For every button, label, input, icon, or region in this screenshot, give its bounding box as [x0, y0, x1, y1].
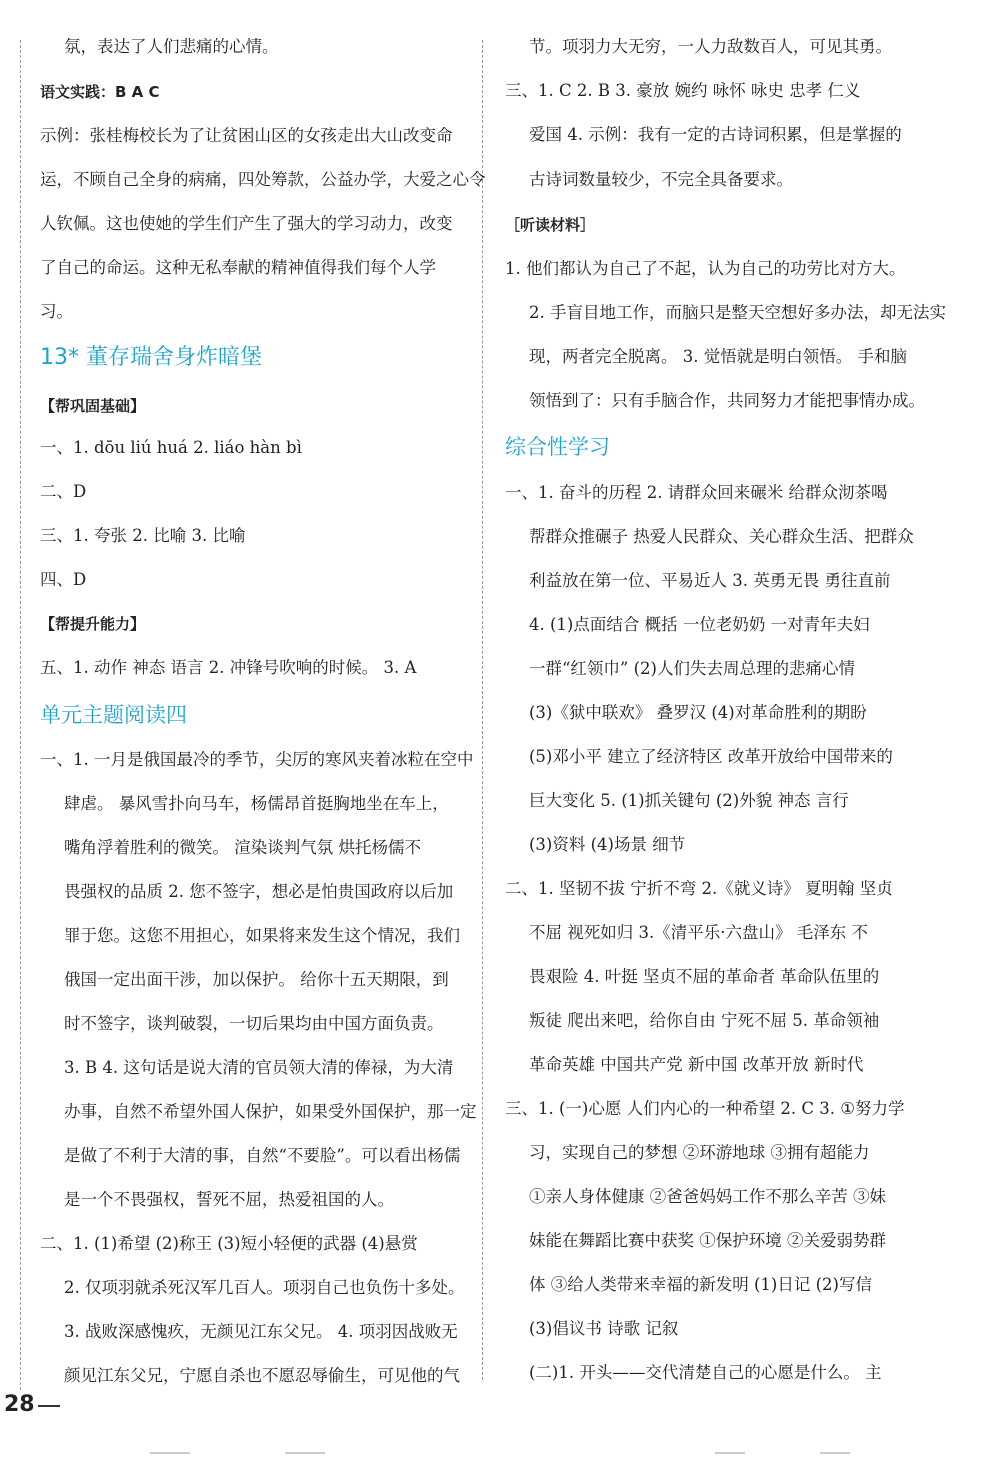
section-heading: 13* 董存瑞舍身炸暗堡: [40, 345, 262, 370]
text-line: 二、1. 坚韧不拔 宁折不弯 2.《就义诗》 夏明翰 坚贞: [505, 879, 893, 898]
text-line: 四、D: [40, 570, 87, 589]
text-line: 一群“红领巾” (2)人们失去周总理的悲痛心情: [529, 659, 855, 678]
page-number-dash: [38, 1405, 60, 1407]
text-line: (3)资料 (4)场景 细节: [529, 835, 686, 854]
text-line: 是做了不利于大清的事，自然“不要脸”。可以看出杨儒: [64, 1146, 461, 1165]
text-line: 五、1. 动作 神态 语言 2. 冲锋号吹响的时候。 3. A: [40, 658, 417, 677]
text-line: 2. 手盲目地工作，而脑只是整天空想好多办法，却无法实: [529, 303, 946, 322]
text-line: 办事，自然不希望外国人保护，如果受外国保护，那一定: [64, 1102, 477, 1121]
text-line: (二)1. 开头——交代清楚自己的心愿是什么。 主: [529, 1363, 882, 1382]
text-line: 3. B 4. 这句话是说大清的官员领大清的俸禄，为大清: [64, 1058, 454, 1077]
section-heading: 综合性学习: [505, 435, 610, 459]
scan-artifact: [715, 1452, 745, 1454]
text-line: (3)《狱中联欢》 叠罗汉 (4)对革命胜利的期盼: [529, 703, 867, 722]
text-line: (5)邓小平 建立了经济特区 改革开放给中国带来的: [529, 747, 893, 766]
text-line: 一、1. 奋斗的历程 2. 请群众回来碾米 给群众沏茶喝: [505, 483, 888, 502]
text-line: 帮群众推碾子 热爱人民群众、关心群众生活、把群众: [529, 527, 914, 546]
subsection-label: 【帮巩固基础】: [40, 397, 146, 415]
text-line: (3)倡议书 诗歌 记叙: [529, 1319, 679, 1338]
text-line: 肆虐。 暴风雪扑向马车，杨儒昂首挺胸地坐在车上，: [64, 794, 449, 813]
subsection-label: 【帮提升能力】: [40, 615, 146, 633]
text-line: 习。: [40, 302, 73, 321]
text-line: 俄国一定出面干涉，加以保护。 给你十五天期限，到: [64, 970, 449, 989]
text-line: 语文实践：B A C: [40, 83, 160, 101]
text-line: 了自己的命运。这种无私奉献的精神值得我们每个人学: [40, 258, 436, 277]
text-line: 不屈 视死如归 3.《清平乐·六盘山》 毛泽东 不: [529, 923, 868, 942]
text-line: 叛徒 爬出来吧，给你自由 宁死不屈 5. 革命领袖: [529, 1011, 880, 1030]
section-heading: 单元主题阅读四: [40, 703, 187, 727]
text-line: 现，两者完全脱离。 3. 觉悟就是明白领悟。 手和脑: [529, 347, 907, 366]
text-line: 体 ③给人类带来幸福的新发明 (1)日记 (2)写信: [529, 1275, 872, 1294]
page-number: 28: [4, 1392, 35, 1417]
text-line: 利益放在第一位、平易近人 3. 英勇无畏 勇往直前: [529, 571, 891, 590]
text-line: 三、1. C 2. B 3. 豪放 婉约 咏怀 咏史 忠孝 仁义: [505, 81, 861, 100]
column-divider: [482, 40, 483, 1380]
text-line: 三、1. 夸张 2. 比喻 3. 比喻: [40, 526, 246, 545]
text-line: 畏艰险 4. 叶挺 坚贞不屈的革命者 革命队伍里的: [529, 967, 880, 986]
scan-artifact: [820, 1452, 850, 1454]
text-line: 4. (1)点面结合 概括 一位老奶奶 一对青年夫妇: [529, 615, 870, 634]
text-line: 是一个不畏强权，誓死不屈，热爱祖国的人。: [64, 1190, 394, 1209]
left-margin-divider: [20, 40, 21, 1390]
text-line: 颜见江东父兄，宁愿自杀也不愿忍辱偷生，可见他的气: [64, 1366, 460, 1385]
text-line: 革命英雄 中国共产党 新中国 改革开放 新时代: [529, 1055, 864, 1074]
text-line: 1. 他们都认为自己了不起，认为自己的功劳比对方大。: [505, 259, 906, 278]
scan-artifact: [285, 1452, 325, 1454]
subsection-label: ［听读材料］: [505, 216, 596, 234]
text-line: ①亲人身体健康 ②爸爸妈妈工作不那么辛苦 ③妹: [529, 1187, 886, 1206]
text-line: 人钦佩。这也使她的学生们产生了强大的学习动力，改变: [40, 214, 453, 233]
text-line: 时不签字，谈判破裂，一切后果均由中国方面负责。: [64, 1014, 444, 1033]
scan-artifact: [150, 1452, 190, 1454]
text-line: 示例：张桂梅校长为了让贫困山区的女孩走出大山改变命: [40, 126, 453, 145]
text-line: 氛，表达了人们悲痛的心情。: [64, 37, 279, 56]
text-line: 习，实现自己的梦想 ②环游地球 ③拥有超能力: [529, 1143, 870, 1162]
text-line: 妹能在舞蹈比赛中获奖 ①保护环境 ②关爱弱势群: [529, 1231, 886, 1250]
text-line: 巨大变化 5. (1)抓关键句 (2)外貌 神态 言行: [529, 791, 849, 810]
text-line: 嘴角浮着胜利的微笑。 渲染谈判气氛 烘托杨儒不: [64, 838, 421, 857]
text-line: 节。项羽力大无穷，一人力敌数百人，可见其勇。: [529, 37, 892, 56]
text-line: 罪于您。这您不用担心，如果将来发生这个情况，我们: [64, 926, 460, 945]
text-line: 3. 战败深感愧疚，无颜见江东父兄。 4. 项羽因战败无: [64, 1322, 458, 1341]
text-line: 二、D: [40, 482, 87, 501]
text-line: 一、1. dōu liú huá 2. liáo hàn bì: [40, 438, 302, 457]
text-line: 运，不顾自己全身的病痛，四处筹款，公益办学，大爱之心令: [40, 170, 486, 189]
text-line: 2. 仅项羽就杀死汉军几百人。项羽自己也负伤十多处。: [64, 1278, 465, 1297]
text-line: 一、1. 一月是俄国最冷的季节，尖厉的寒风夹着冰粒在空中: [40, 750, 474, 769]
text-line: 畏强权的品质 2. 您不签字，想必是怕贵国政府以后加: [64, 882, 454, 901]
text-line: 古诗词数量较少，不完全具备要求。: [529, 170, 793, 189]
text-line: 二、1. (1)希望 (2)称王 (3)短小轻便的武器 (4)悬赏: [40, 1234, 418, 1253]
text-line: 爱国 4. 示例：我有一定的古诗词积累，但是掌握的: [529, 125, 902, 144]
text-line: 领悟到了：只有手脑合作，共同努力才能把事情办成。: [529, 391, 925, 410]
text-line: 三、1. (一)心愿 人们内心的一种希望 2. C 3. ①努力学: [505, 1099, 905, 1118]
